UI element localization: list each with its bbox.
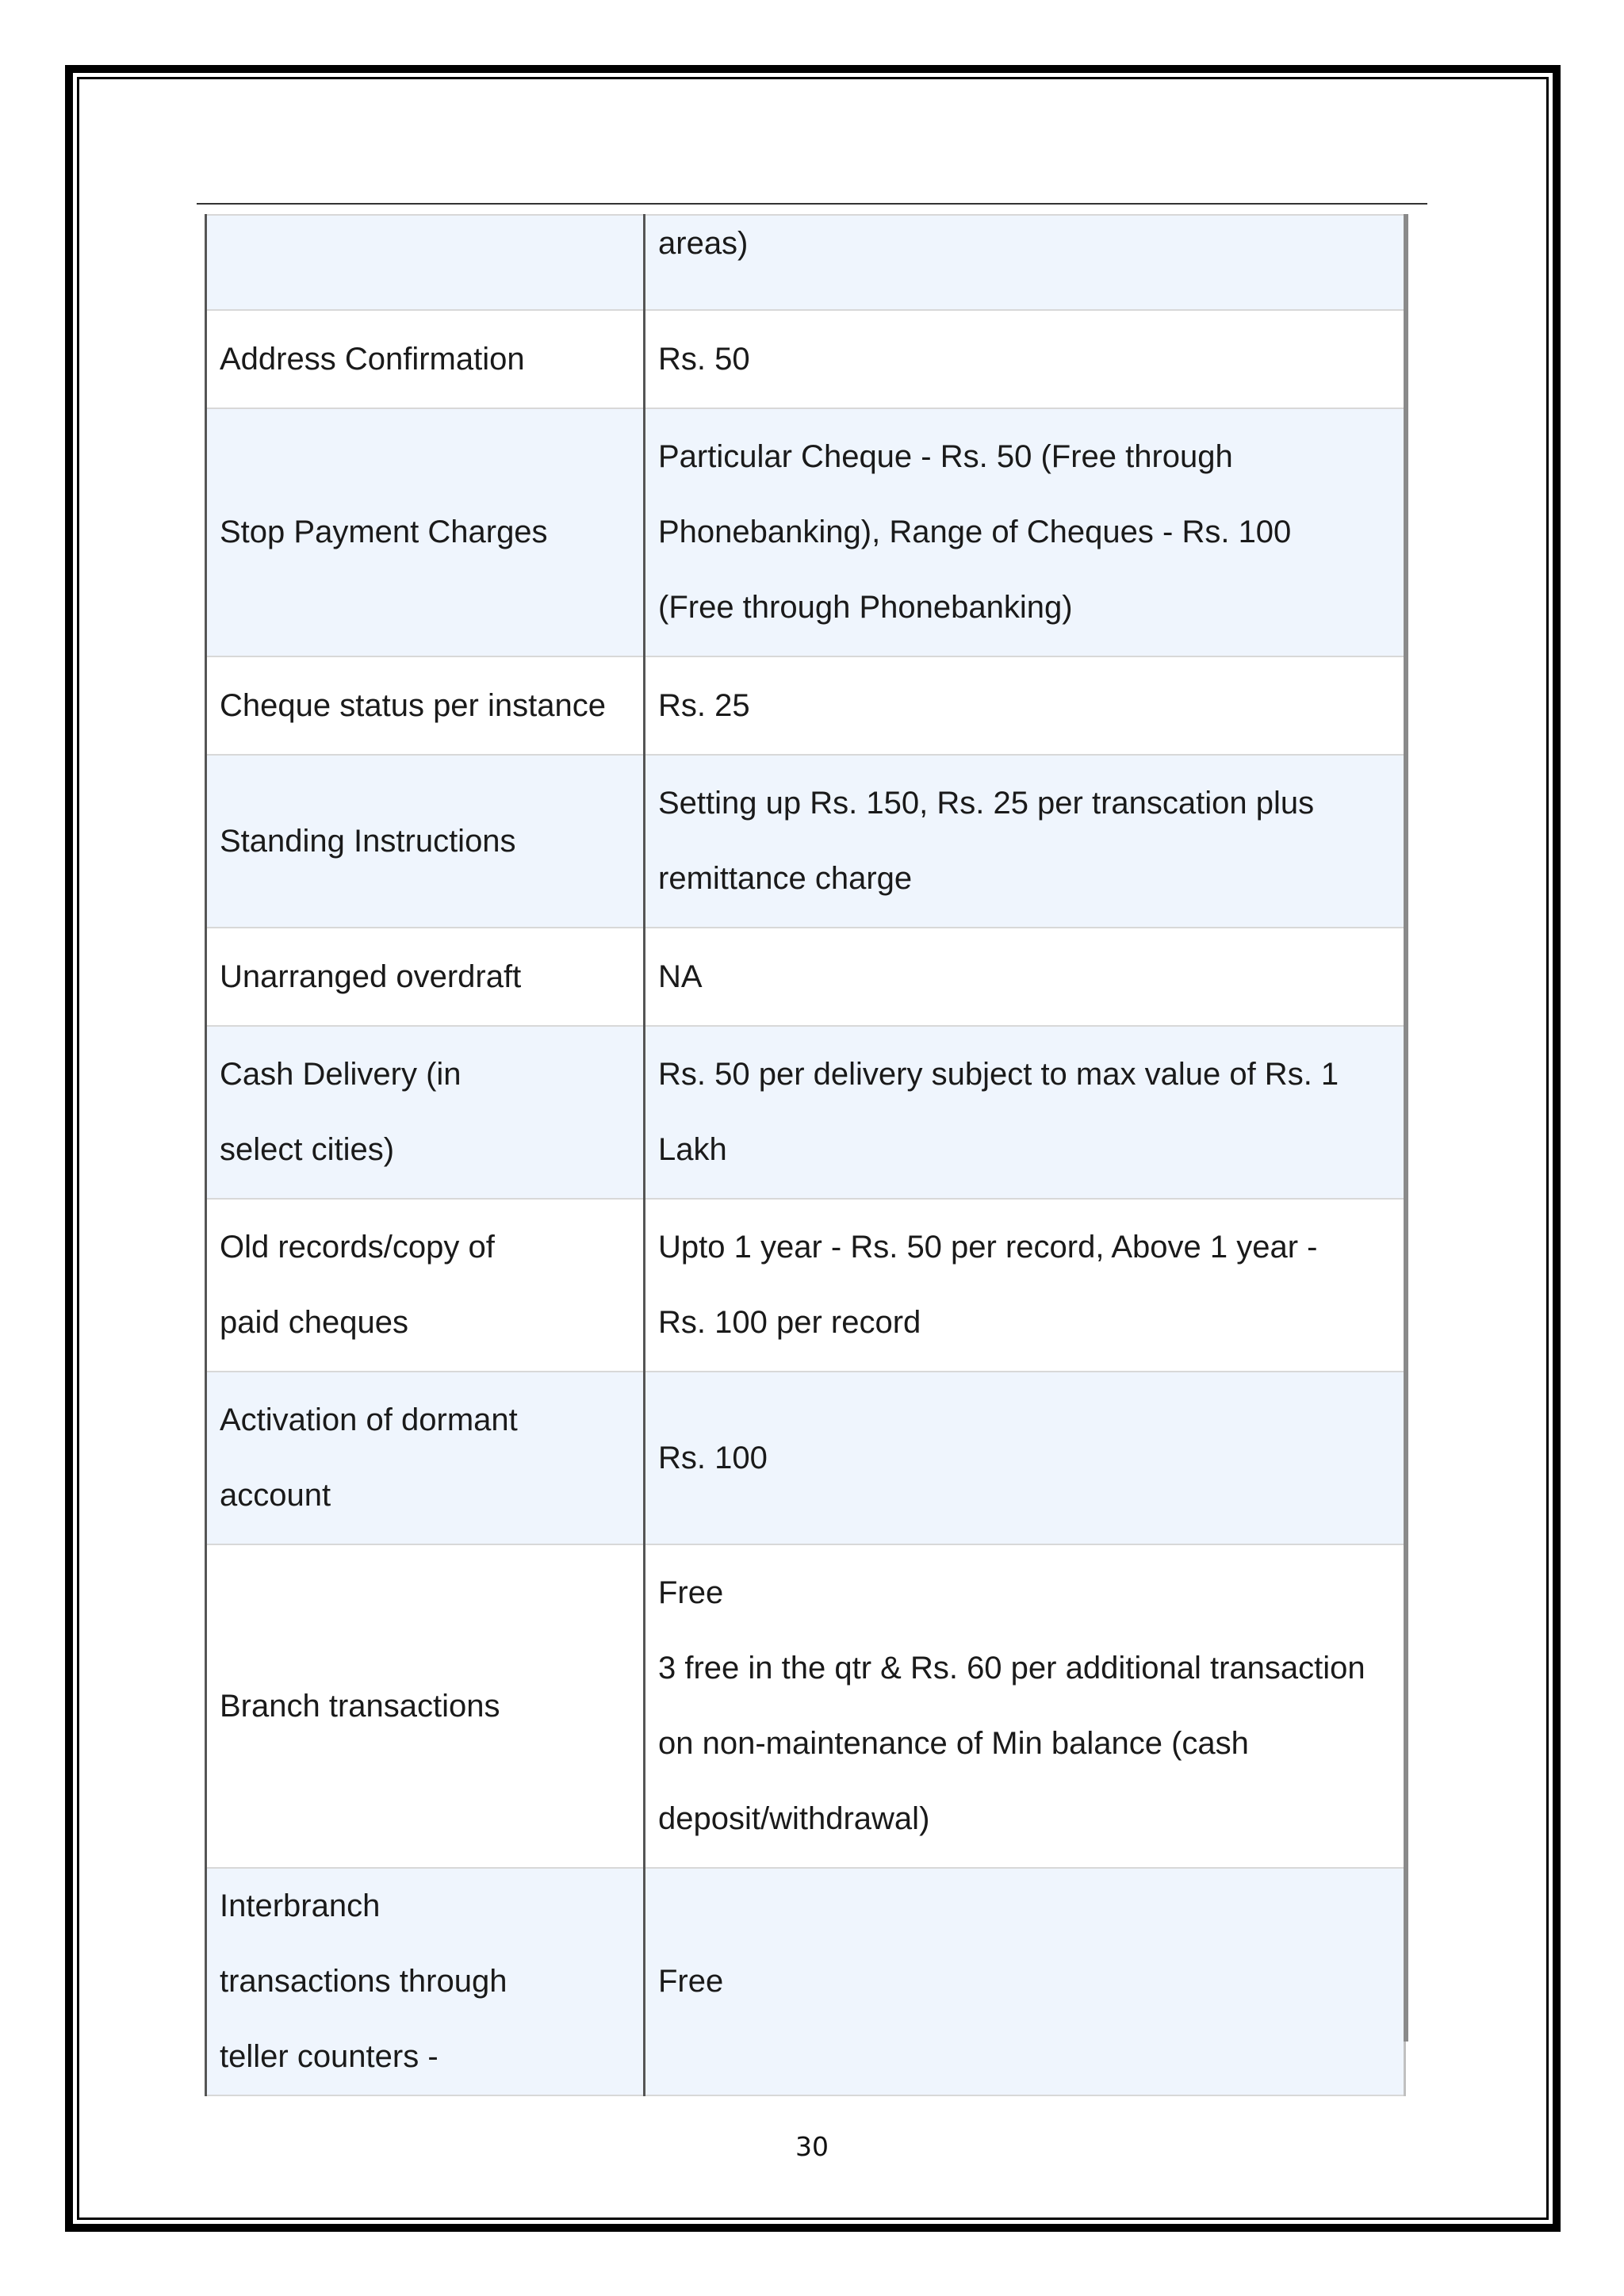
fee-value-line: Rs. 100 per record	[658, 1305, 921, 1340]
fee-value-cell	[645, 1199, 1405, 1372]
table-row	[206, 1199, 1405, 1372]
fees-table-body	[206, 215, 1405, 2095]
table-row	[206, 1372, 1405, 1544]
fee-name-cell: Activation of dormant account	[206, 1372, 645, 1544]
fee-value-line: Phonebanking), Range of Cheques - Rs. 100	[658, 515, 1292, 549]
fee-value-line: on non-maintenance of Min balance (cash	[658, 1726, 1249, 1761]
fee-name-cell: Unarranged overdraft	[206, 928, 645, 1026]
fee-name-cell: Standing Instructions	[206, 755, 645, 928]
header-rule	[197, 203, 1427, 205]
table-row	[206, 408, 1405, 656]
fee-value-line: 3 free in the qtr & Rs. 60 per additional transaction	[658, 1651, 1365, 1686]
table-row	[206, 215, 1405, 310]
fee-value-line: Free	[658, 1964, 724, 1999]
fee-value-line: Setting up Rs. 150, Rs. 25 per transcation plus	[658, 786, 1315, 821]
fee-value-line: Rs. 50 per delivery subject to max value of Rs. 1	[658, 1057, 1339, 1092]
fee-value-cell	[645, 656, 1405, 755]
fee-name-cell: Stop Payment Charges	[206, 408, 645, 656]
fee-value-line: remittance charge	[658, 861, 913, 896]
fee-value-line: Rs. 50	[658, 341, 750, 377]
fee-value-cell	[645, 408, 1405, 656]
fee-value-line: Free	[658, 1575, 724, 1610]
fee-name-cell: Old records/copy of paid cheques	[206, 1199, 645, 1372]
fee-value-line: Particular Cheque - Rs. 50 (Free through	[658, 439, 1233, 474]
fee-value-line: Rs. 25	[658, 687, 750, 723]
fee-value-line: Upto 1 year - Rs. 50 per record, Above 1 year -	[658, 1230, 1318, 1265]
table-right-edge	[1404, 214, 1408, 2042]
table-row	[206, 656, 1405, 755]
table-row	[206, 928, 1405, 1026]
fees-table-container	[205, 214, 1408, 2074]
fee-value-line: (Free through Phonebanking)	[658, 590, 1073, 625]
fee-value-line: Rs. 100	[658, 1440, 768, 1475]
fee-name-cell: Interbranch transactions through teller counters -	[206, 1868, 645, 2095]
table-row	[206, 310, 1405, 408]
fee-name-cell: Cash Delivery (in select cities)	[206, 1026, 645, 1199]
page-number: 30	[795, 2131, 829, 2162]
table-row	[206, 1868, 1405, 2095]
fee-name-cell: Branch transactions	[206, 1544, 645, 1868]
fee-value-line: NA	[658, 959, 703, 994]
fee-value-cell	[645, 1868, 1405, 2095]
fee-name-cell: Address Confirmation	[206, 310, 645, 408]
fee-name-cell: Cheque status per instance	[206, 656, 645, 755]
table-row	[206, 1544, 1405, 1868]
fee-value-cell	[645, 215, 1405, 310]
fee-value-line: Lakh	[658, 1132, 727, 1167]
fee-value-cell	[645, 1026, 1405, 1199]
fee-value-cell	[645, 1544, 1405, 1868]
table-row	[206, 755, 1405, 928]
fee-name-cell	[206, 215, 645, 310]
fees-table	[205, 214, 1406, 2096]
table-row	[206, 1026, 1405, 1199]
fee-value-line: areas)	[658, 226, 749, 261]
fee-value-line: deposit/withdrawal)	[658, 1801, 930, 1836]
fee-value-cell	[645, 755, 1405, 928]
fee-value-cell	[645, 928, 1405, 1026]
fee-value-cell	[645, 310, 1405, 408]
fee-value-cell	[645, 1372, 1405, 1544]
